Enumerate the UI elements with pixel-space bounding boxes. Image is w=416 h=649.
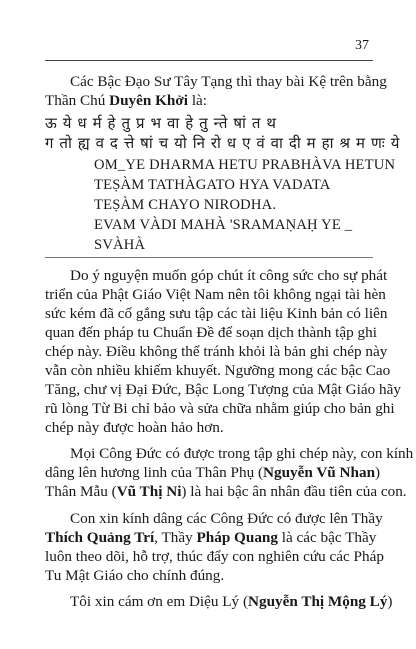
mantra-line-2: TEṢÀM TATHÀGATO HYA VADATA	[94, 177, 331, 193]
paragraph-1-line-1: Do ý nguyện muốn góp chút ít công sức cho sự phát	[70, 267, 388, 284]
paragraph-1-line-3: sức kém đã cố gắng sưu tập các tài liệu Kinh bản có liên	[45, 305, 388, 322]
paragraph-1-line-7: Tăng, chư vị Đại Đức, Bậc Long Tượng của Mật Giáo hãy	[45, 381, 401, 398]
paragraph-3-line-2-b: là các bậc Thầy	[277, 529, 377, 546]
paragraph-1-line-6: vẫn còn nhiều khiếm khuyết. Ngưỡng mong các bậc Cao	[45, 362, 391, 379]
paragraph-1-line-2: triển của Phật Giáo Việt Nam nên tôi không ngại tài hèn	[45, 286, 386, 303]
mantra-line-1: OM_YE DHARMA HETU PRABHÀVA HETUN	[94, 157, 396, 173]
paragraph-4-line-1-b: )	[387, 593, 393, 610]
siddham-line-1: ऊ ये ध र्म हे तु प्र भ वा हे तु न्ते षां त थ	[45, 114, 277, 132]
intro-line-1: Các Bậc Đạo Sư Tây Tạng thì thay bài Kệ trên bằng	[70, 73, 387, 90]
mantra-line-4: EVAM VÀDI MAHÀ 'SRAMAṆAḤ YE _	[94, 217, 353, 233]
paragraph-2-line-1: Mọi Công Đức có được trong tập ghi chép này, con kính	[70, 445, 414, 462]
paragraph-2-line-2	[45, 463, 380, 482]
page-number: 37	[355, 38, 369, 53]
paragraph-3-line-3: luôn theo dõi, hỗ trợ, thúc đẩy con nghiên cứu các Pháp	[45, 548, 384, 565]
teacher-name-1: Thích Quảng Trí	[45, 529, 155, 546]
father-name: Nguyễn Vũ Nhan	[263, 464, 376, 481]
section-divider	[45, 257, 373, 258]
paragraph-2-line-3-a: Thân Mẫu (	[45, 483, 117, 500]
paragraph-2-line-3	[45, 482, 407, 501]
paragraph-3-line-2-a: , Thầy	[154, 529, 197, 546]
header-rule	[45, 60, 373, 61]
siddham-line-2: ग तो ह्य व द त्ते षां च यो नि रो ध ए वं वा दी म हा श्र म णः ये	[45, 134, 401, 152]
paragraph-2-line-3-b: ) là hai bậc ân nhân đầu tiên của con.	[181, 483, 407, 500]
paragraph-3-line-4: Tu Mật Giáo cho chính đúng.	[45, 567, 225, 584]
mother-name: Vũ Thị Ni	[116, 483, 182, 500]
paragraph-4-line-1	[70, 592, 392, 611]
paragraph-1-line-5: chép này. Điều không thể tránh khỏi là bản ghi chép này	[45, 343, 388, 360]
intro-line-2-suffix: là:	[188, 92, 207, 109]
intro-line-2-prefix: Thần Chú	[45, 92, 110, 109]
paragraph-3-line-2	[45, 528, 376, 547]
mantra-line-5: SVÀHÀ	[94, 237, 146, 253]
paragraph-4-line-1-a: Tôi xin cám ơn em Diệu Lý (	[70, 593, 249, 610]
paragraph-3-line-1: Con xin kính dâng các Công Đức có được lên Thầy	[70, 510, 383, 527]
intro-line-2	[45, 91, 207, 110]
duyen-khoi-term: Duyên Khởi	[109, 92, 189, 109]
paragraph-2-line-2-b: )	[375, 464, 381, 481]
paragraph-1-line-4: quan đến pháp tu Chuẩn Đề để soạn dịch thành tập ghi	[45, 324, 377, 341]
paragraph-1-line-9: chép này được hoàn hảo hơn.	[45, 419, 224, 436]
teacher-name-2: Pháp Quang	[196, 529, 278, 546]
paragraph-1-line-8: rũ lòng Từ Bi chỉ bảo và sửa chữa nhằm giúp cho bản ghi	[45, 400, 395, 417]
paragraph-2-line-2-a: dâng lên hương linh của Thân Phụ (	[45, 464, 264, 481]
mantra-line-3: TEṢÀM CHAYO NIRODHA.	[94, 197, 277, 213]
thanked-person-name: Nguyễn Thị Mộng Lý	[248, 593, 388, 610]
